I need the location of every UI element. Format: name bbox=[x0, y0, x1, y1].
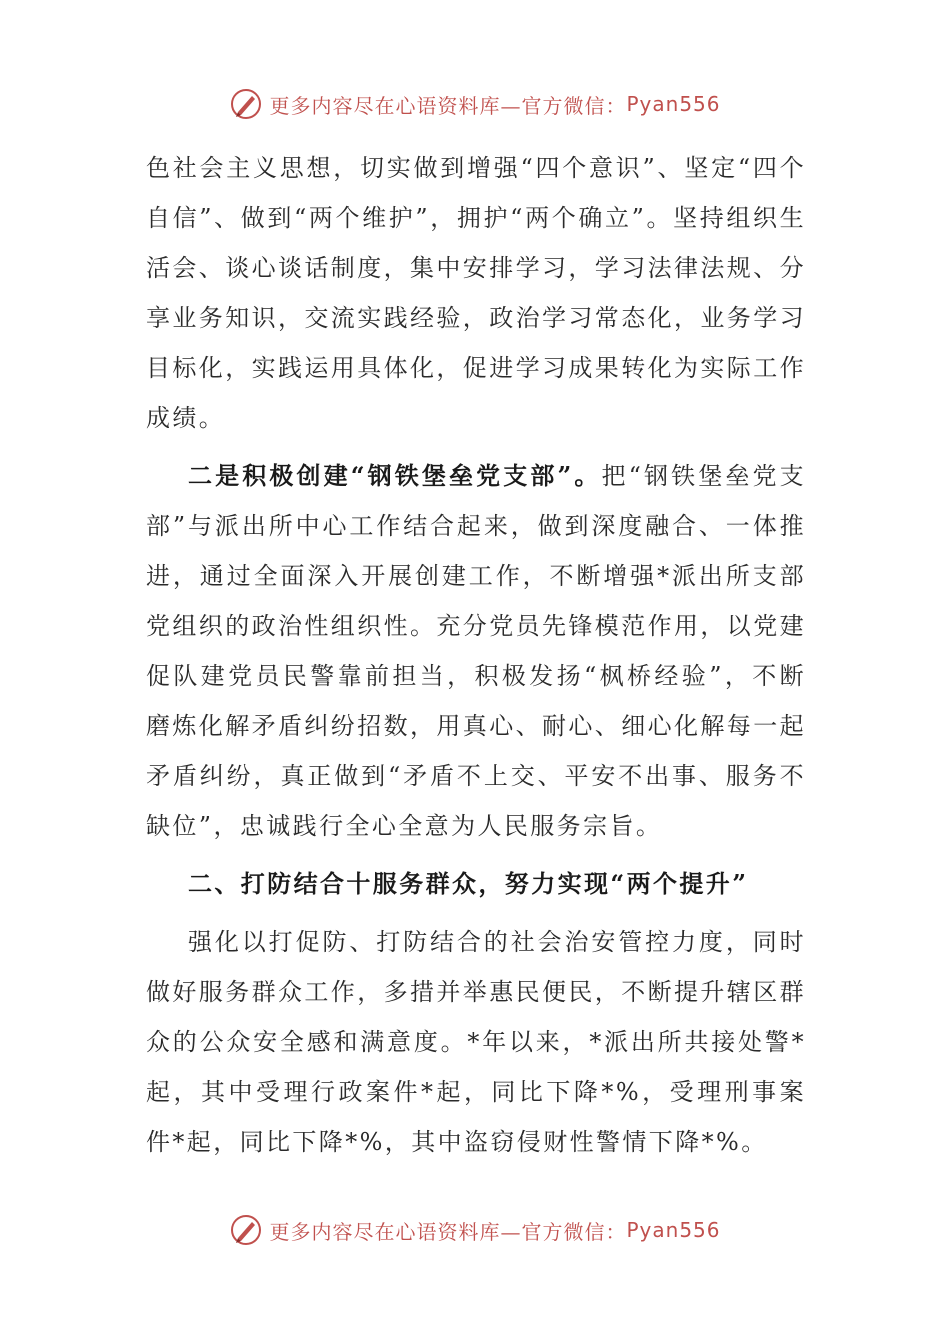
paragraph-party-branch bbox=[146, 451, 806, 851]
watermark-wechat-id: Pyan556 bbox=[626, 1218, 721, 1242]
pen-logo-icon bbox=[229, 87, 263, 121]
watermark-text: 更多内容尽在心语资料库—官方微信： bbox=[269, 93, 627, 118]
footer-watermark bbox=[0, 1208, 950, 1252]
paragraph-body: 把“钢铁堡垒党支部”与派出所中心工作结合起来，做到深度融合、一体推进，通过全面深入开展创建工作，不断增强*派出所支部党组织的政治性组织性。充分党员先锋模范作用，以党建促队建党员民警靠前担当，积极发扬“枫桥经验”，不断磨炼化解矛盾纠纷招数，用真心、耐心、细心化解每一起矛盾纠纷，真正做到“矛盾不上交、平安不出事、服务不缺位”，忠诚践行全心全意为人民服务宗旨。 bbox=[146, 462, 806, 840]
watermark-wechat-id: Pyan556 bbox=[626, 92, 721, 116]
document-body bbox=[146, 143, 806, 1167]
paragraph-lead: 二是积极创建“钢铁堡垒党支部”。 bbox=[188, 461, 602, 490]
watermark-text: 更多内容尽在心语资料库—官方微信： bbox=[269, 1219, 627, 1244]
pen-logo-icon bbox=[229, 1213, 263, 1247]
section-heading: 二、打防结合十服务群众，努力实现“两个提升” bbox=[188, 869, 749, 898]
paragraph-study: 色社会主义思想，切实做到增强“四个意识”、坚定“四个自信”、做到“两个维护”，拥护“两个确立”。坚持组织生活会、谈心谈话制度，集中安排学习，学习法律法规、分享业务知识，交流实践经验，政治学习常态化，业务学习目标化，实践运用具体化，促进学习成果转化为实际工作成绩。 bbox=[146, 154, 806, 432]
paragraph-public-security: 强化以打促防、打防结合的社会治安管控力度，同时做好服务群众工作，多措并举惠民便民，不断提升辖区群众的公众安全感和满意度。*年以来，*派出所共接处警*起，其中受理行政案件*起，同比下降*%，受理刑事案件*起，同比下降*%，其中盗窃侵财性警情下降*%。 bbox=[146, 928, 806, 1156]
header-watermark bbox=[0, 82, 950, 126]
